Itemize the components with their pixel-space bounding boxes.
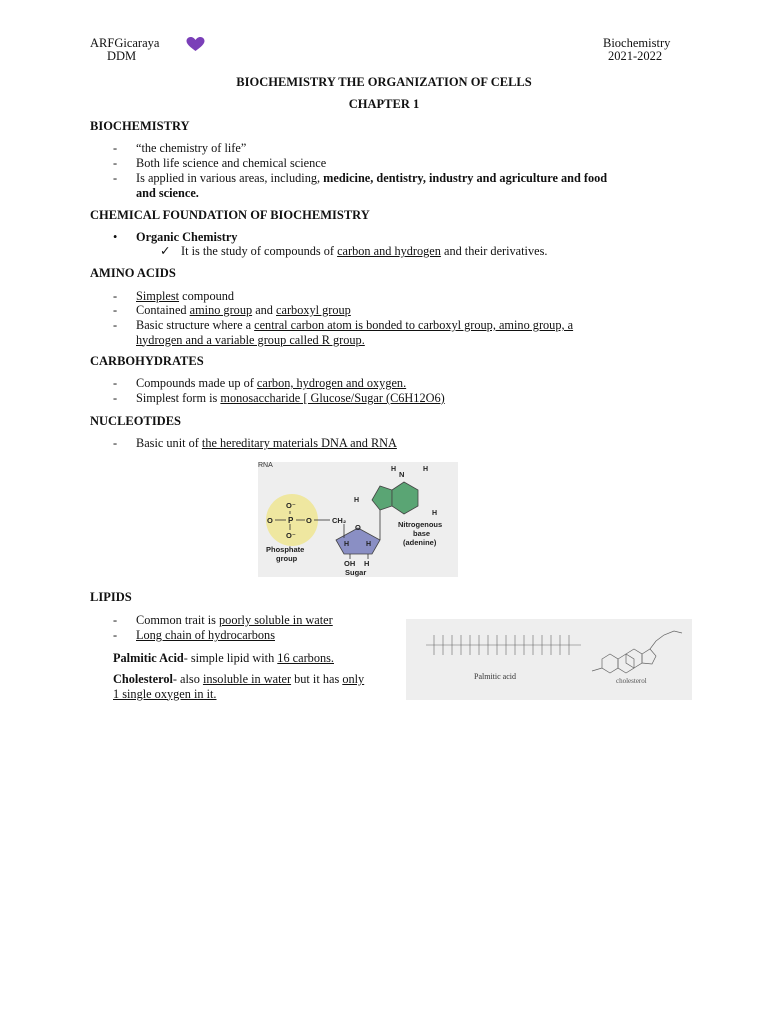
fig-phosphate-label-2: group [276, 554, 298, 563]
base-ring-five [372, 486, 392, 510]
list-dash: - [113, 156, 118, 170]
fig-h: H [432, 510, 438, 517]
palmitic-acid-structure [426, 635, 581, 655]
list-dash: - [113, 628, 118, 642]
fig-phosphate-label-1: Phosphate [266, 545, 305, 554]
fig-nh2-h: H [391, 466, 397, 473]
author-initials: DDM [107, 49, 137, 63]
list-item-text: Is applied in various areas, including, medicine, dentistry, industry and agriculture and food and science. [136, 171, 608, 200]
bullet-dot: • [113, 230, 118, 244]
heart-icon [186, 37, 205, 52]
fig-ch2: CH₂ [332, 516, 347, 525]
ring-d [642, 649, 656, 664]
fig-p: P [288, 516, 294, 525]
fig-o-top: O⁻ [286, 501, 296, 510]
check-icon: ✓ [160, 244, 171, 258]
document-title: BIOCHEMISTRY THE ORGANIZATION OF CELLS [236, 75, 532, 89]
cholesterol-structure [592, 631, 682, 673]
chapter-title: CHAPTER 1 [348, 97, 420, 111]
ring-a [602, 654, 618, 673]
list-dash: - [113, 289, 118, 303]
fig-h: H [366, 541, 372, 548]
list-item-text: Compounds made up of carbon, hydrogen and oxygen. [136, 376, 407, 390]
side-chain [650, 631, 682, 649]
section-heading-amino-acids: AMINO ACIDS [90, 266, 176, 280]
fig-nh2-h: H [423, 466, 429, 473]
list-item-text: Both life science and chemical science [136, 156, 327, 170]
list-item-text: Basic structure where a central carbon atom is bonded to carboxyl group, amino group, a hydrogen and a variable group called R group. [136, 318, 574, 347]
list-item-text: “the chemistry of life” [136, 141, 247, 155]
section-heading-carbohydrates: CARBOHYDRATES [90, 354, 204, 368]
nucleotide-diagram [258, 462, 458, 577]
fig-corner-label: RNA [258, 462, 273, 469]
fig-sugar-label: Sugar [345, 568, 367, 577]
list-dash: - [113, 613, 118, 627]
list-dash: - [113, 171, 118, 185]
fig-nh2-n: N [399, 470, 405, 479]
author-name: ARFGicaraya [90, 36, 160, 50]
list-dash: - [113, 436, 118, 450]
hydroxyl-bond [592, 668, 602, 671]
fig-base-label-2: base [413, 529, 431, 538]
fig-o-bottom: O⁻ [286, 531, 296, 540]
fig-h: H [354, 497, 360, 504]
list-dash: - [113, 376, 118, 390]
school-year: 2021-2022 [608, 49, 663, 63]
list-item-text: Basic unit of the hereditary materials DNA and RNA [136, 436, 397, 450]
lipid-structures-figure [406, 619, 692, 700]
list-item-text: Long chain of hydrocarbons [136, 628, 275, 642]
fig-ring-o: O [355, 523, 361, 532]
fig-h: H [364, 559, 370, 568]
fig-palmitic-label: Palmitic acid [474, 672, 516, 681]
fig-o-right: O [306, 516, 312, 525]
list-item-text: Contained amino group and carboxyl group [136, 303, 351, 317]
list-item-text: Simplest form is monosaccharide [ Glucose/Sugar (C6H12O6) [136, 391, 445, 405]
section-heading-nucleotides: NUCLEOTIDES [90, 414, 181, 428]
list-item-text: Simplest compound [136, 289, 235, 303]
fig-cholesterol-label: cholesterol [616, 677, 647, 685]
fig-base-label-1: Nitrogenous [398, 520, 443, 529]
cholesterol-line: Cholesterol- also insoluble in water but it has only 1 single oxygen in it. [113, 672, 365, 701]
subject-label: Biochemistry [603, 36, 671, 50]
section-heading-biochemistry: BIOCHEMISTRY [90, 119, 190, 133]
bullet-organic-chemistry: Organic Chemistry [136, 230, 238, 244]
check-item-text: It is the study of compounds of carbon and hydrogen and their derivatives. [181, 244, 548, 258]
fig-o-left: O [267, 516, 273, 525]
section-heading-lipids: LIPIDS [90, 590, 132, 604]
list-dash: - [113, 303, 118, 317]
list-dash: - [113, 318, 118, 332]
fig-oh: OH [344, 559, 356, 568]
section-heading-chemical-foundation: CHEMICAL FOUNDATION OF BIOCHEMISTRY [90, 208, 370, 222]
palmitic-acid-line: Palmitic Acid- simple lipid with 16 carbons. [113, 651, 334, 665]
list-dash: - [113, 141, 118, 155]
base-ring-six [392, 482, 418, 514]
fig-h: H [344, 541, 350, 548]
fig-base-label-3: (adenine) [403, 538, 437, 547]
list-item-text: Common trait is poorly soluble in water [136, 613, 333, 627]
list-dash: - [113, 391, 118, 405]
